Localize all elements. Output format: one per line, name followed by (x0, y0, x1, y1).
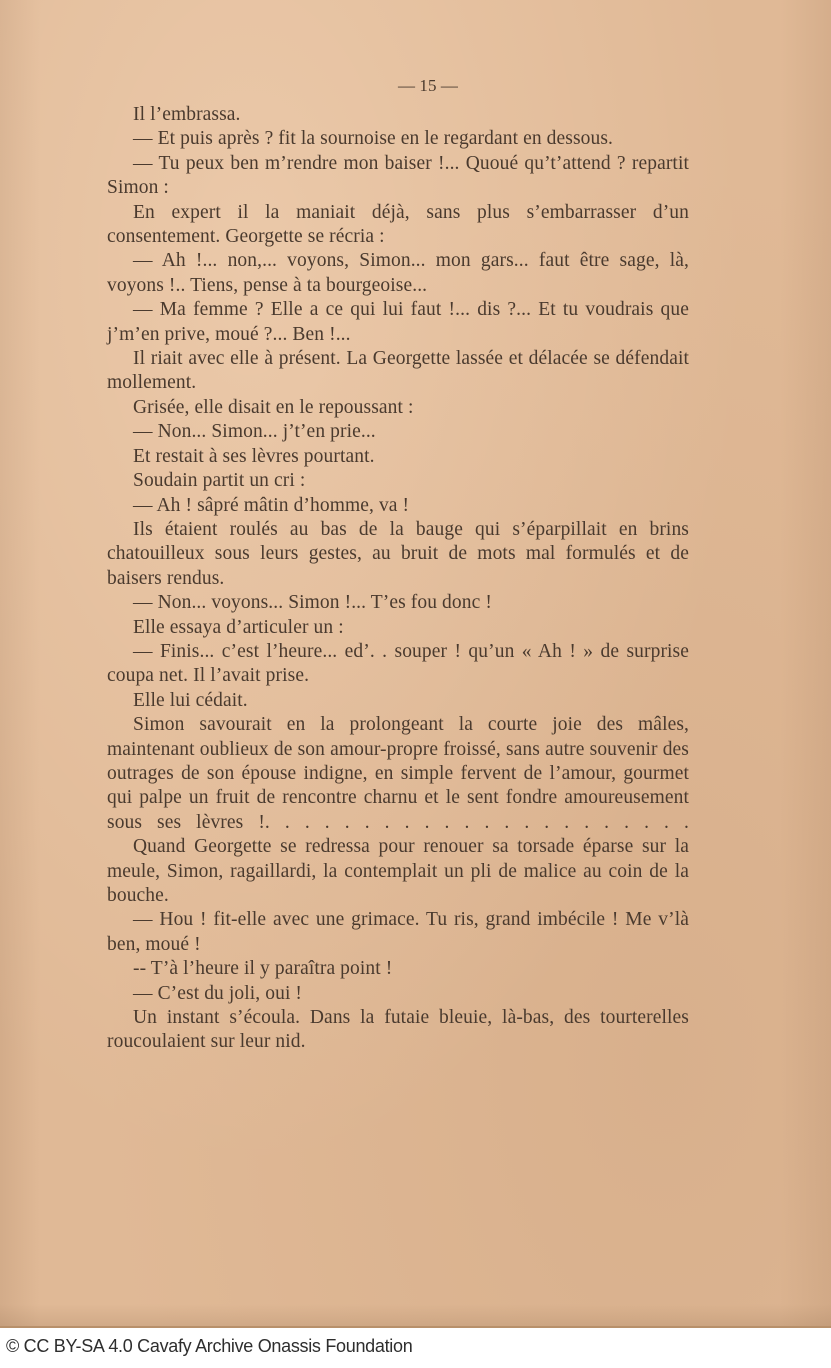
paragraph: Soudain partit un cri : (133, 470, 306, 492)
paragraph: — Ah ! sâpré mâtin d’homme, va ! (133, 494, 410, 516)
paragraph: Il riait avec elle à présent. La Georgette lassée et délacée se défendait mollement. (107, 348, 689, 394)
copyright-credit: © CC BY-SA 4.0 Cavafy Archive Onassis Foundation (6, 1336, 413, 1356)
paragraph: — Non... voyons... Simon !... T’es fou donc ! (133, 592, 492, 614)
paragraph: -- T’à l’heure il y paraîtra point ! (133, 958, 393, 980)
paragraph: Et restait à ses lèvres pourtant. (133, 445, 375, 467)
paragraph: — C’est du joli, oui ! (133, 982, 303, 1004)
paragraph: Grisée, elle disait en le repoussant : (133, 396, 414, 418)
paragraph: — Ma femme ? Elle a ce qui lui faut !... dis ?... Et tu voudrais que j’m’en prive, moué ?... Ben !... (107, 299, 689, 345)
paragraph: — Non... Simon... j’t’en prie... (133, 421, 376, 443)
paragraph: Quand Georgette se redressa pour renouer sa torsade éparse sur la meule, Simon, ragaillardi, la contemplait un pli de malice au coin de la bouche. (107, 836, 689, 906)
paragraph: Elle essaya d’articuler un : (133, 616, 344, 638)
paragraph: Un instant s’écoula. Dans la futaie bleuie, là-bas, des tourterelles roucoulaient sur leur nid. (107, 1007, 689, 1053)
page-bottom-edge (0, 1304, 831, 1328)
paragraph: — Hou ! fit-elle avec une grimace. Tu ris, grand imbécile ! Me v’là ben, moué ! (107, 909, 689, 955)
paragraph: Elle lui cédait. (133, 689, 248, 711)
paragraph: — Et puis après ? fit la sournoise en le regardant en dessous. (133, 128, 614, 150)
paragraph: — Tu peux ben m’rendre mon baiser !... Quoué qu’t’attend ? repartit Simon : (107, 152, 689, 199)
paragraph: Il l’embrassa. (133, 104, 241, 125)
paragraph: — Ah !... non,... voyons, Simon... mon gars... faut être sage, là, voyons !.. Tiens, pense à ta bourgeoise... (107, 250, 689, 296)
paragraph: — Finis... c’est l’heure... ed’. . souper ! qu’un « Ah ! » de surprise coupa net. Il l’avait prise. (107, 640, 689, 687)
paragraph: Ils étaient roulés au bas de la bauge qui s’éparpillait en brins chatouilleux sous leurs gestes, au bruit de mots mal formulés et de baisers rendus. (107, 518, 689, 589)
paragraph: Simon savourait en la prolongeant la courte joie des mâles, maintenant oublieux de son amour-propre froissé, sans autre souvenir des outrages de son épouse indigne, en simple fervent de l’amour, gourmet qui palpe un fruit de rencontre charnu et le sent fondre amoureusement sous ses lèvres !. . . . . . . . . . . . . . . . . . . . . . (107, 714, 689, 833)
paragraph: En expert il la maniait déjà, sans plus s’embarrasser d’un consentement. Georgette se récria : (107, 201, 689, 248)
page-text (107, 71, 689, 1055)
page-number: — 15 — (397, 76, 459, 95)
